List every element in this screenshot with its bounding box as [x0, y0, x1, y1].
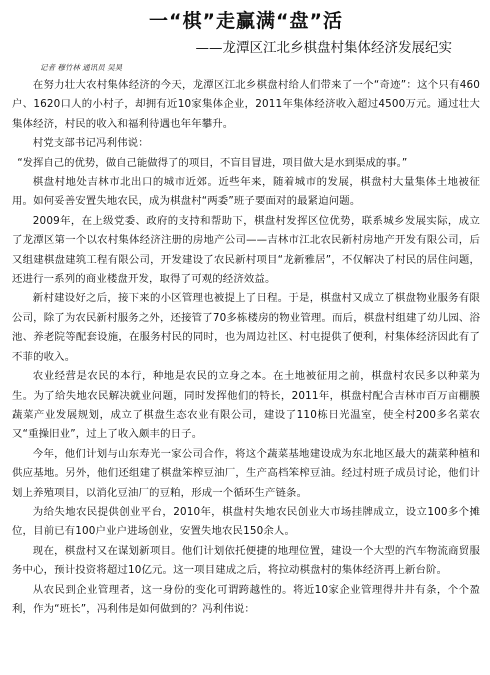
paragraph-location: 棋盘村地处吉林市北出口的城市近郊。近些年来，随着城市的发展，棋盘村大量集体土地被征用。如何妥善安置失地农民，成为棋盘村“两委”班子要面对的最紧迫问题。: [12, 176, 480, 208]
article-subtitle: ——龙潭区江北乡棋盘村集体经济发展纪实: [195, 40, 452, 56]
paragraph-agriculture: 农业经营是农民的本行，种地是农民的立身之本。在土地被征用之前，棋盘村农民多以种菜为生。为了给失地农民解决就业问题，同时发挥他们的特长，2011年，棋盘村配合吉林市百万亩棚膜蔬菜产业发展规划，成立了棋盘生态农业有限公司，建设了110栋日光温室，使全村200多名菜农又“重操旧业”，过上了收入颇丰的日子。: [12, 370, 480, 441]
article-title: 一“棋”走赢满“盘”活: [149, 10, 343, 32]
paragraph-intro: 在努力壮大农村集体经济的今天，龙潭区江北乡棋盘村给人们带来了一个“奇迹”：这个只有460户、1620口人的小村子，却拥有近10家集体企业，2011年集体经济收入超过4500万元。通过壮大集体经济，村民的收入和福利待遇也年年攀升。: [12, 79, 480, 130]
article-byline: 记者 穆竹林 通讯员 吴昊: [40, 63, 123, 72]
paragraph-this-year: 今年，他们计划与山东寿光一家公司合作，将这个蔬菜基地建设成为东北地区最大的蔬菜种植和供应基地。另外，他们还组建了棋盘笨榨豆油厂，生产高档笨榨豆油。经过村班子成员讨论，他们计划上养殖项目，以消化豆油厂的豆粕，形成一个循环生产链条。: [12, 447, 480, 499]
paragraph-2009: 2009年，在上级党委、政府的支持和帮助下，棋盘村发挥区位优势，联系城乡发展实际，成立了龙潭区第一个以农村集体经济注册的房地产公司——吉林市江北农民新村房地产开发有限公司，后又组建棋盘建筑工程有限公司，开发建设了农民新村项目“龙新雅居”，不仅解决了村民的居住问题，还进行一系列的商业楼盘开发，取得了可观的经济效益。: [12, 214, 480, 286]
paragraph-property-management: 新村建设好之后，接下来的小区管理也被提上了日程。于是，棋盘村又成立了棋盘物业服务有限公司，除了为农民新村服务之外，还接管了70多栋楼房的物业管理。而后，棋盘村组建了幼儿园、浴池、养老院等配套设施，在服务村民的同时，也为周边社区、村屯提供了便利，村集体经济因此有了不菲的收入。: [12, 292, 480, 363]
paragraph-quote: “发挥自己的优势，做自己能做得了的项目，不盲目冒进，项目做大是水到渠成的事。”: [17, 156, 408, 169]
paragraph-secretary-says: 村党支部书记冯利伟说：: [32, 137, 149, 150]
paragraph-new-project: 现在，棋盘村又在谋划新项目。他们计划依托便捷的地理位置，建设一个大型的汽车物流商贸服务中心，预计投资将超过10亿元。这一项目建成之后，将拉动棋盘村的集体经济再上新台阶。: [12, 544, 480, 577]
paragraph-market: 为给失地农民提供创业平台，2010年，棋盘村失地农民创业大市场挂牌成立，设立100多个摊位，目前已有100户业户进场创业，安置失地农民150余人。: [12, 505, 480, 538]
paragraph-manager: 从农民到企业管理者，这一身份的变化可谓跨越性的。将近10家企业管理得井井有条，个个盈利，作为“班长”，冯利伟是如何做到的？冯利伟说：: [12, 583, 480, 615]
